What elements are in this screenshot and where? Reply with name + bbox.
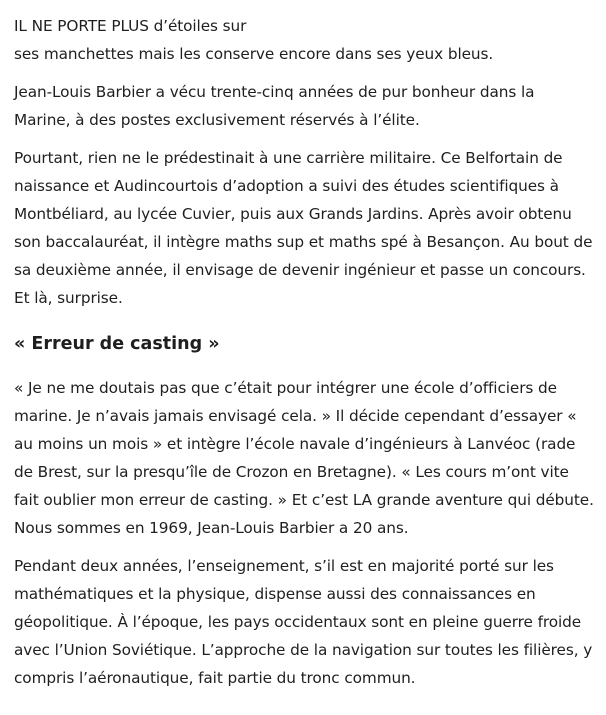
paragraph-career: Jean-Louis Barbier a vécu trente-cinq années de pur bonheur dans la Marine, à des postes exclusivement réservés à l’élite. — [14, 83, 535, 129]
intro-line-2: ses manchettes mais les conserve encore dans ses yeux bleus. — [14, 45, 494, 63]
intro-line-1: IL NE PORTE PLUS d’étoiles sur — [14, 17, 247, 35]
paragraph-education: Pendant deux années, l’enseignement, s’il est en majorité porté sur les mathématiques et la physique, dispense aussi des connaissances en géopolitique. À l’époque, les pays occidentaux sont en pleine guerre froide avec l’Union Soviétique. L’approche de la navigation sur toutes les filières, y compris l’aéronautique, fait partie du tronc commun. — [14, 557, 593, 687]
paragraph-background: Pourtant, rien ne le prédestinait à une carrière militaire. Ce Belfortain de naissance et Audincourtois d’adoption a suivi des études scientifiques à Montbéliard, au lycée Cuvier, puis aux Grands Jardins. Après avoir obtenu son baccalauréat, il intègre maths sup et maths spé à Besançon. Au bout de sa deuxième année, il envisage de devenir ingénieur et passe un concours. Et là, surprise. — [14, 149, 593, 307]
intro-paragraph — [14, 12, 594, 68]
section-subheading: « Erreur de casting » — [14, 334, 220, 354]
paragraph-naval-school: « Je ne me doutais pas que c’était pour intégrer une école d’officiers de marine. Je n’avais jamais envisagé cela. » Il décide cependant d’essayer « au moins un mois » et intègre l’école navale d’ingénieurs à Lanvéoc (rade de Brest, sur la presqu’île de Crozon en Bretagne). « Les cours m’ont vite fait oublier mon erreur de casting. » Et c’est LA grande aventure qui débute. Nous sommes en 1969, Jean-Louis Barbier a 20 ans. — [14, 379, 594, 537]
